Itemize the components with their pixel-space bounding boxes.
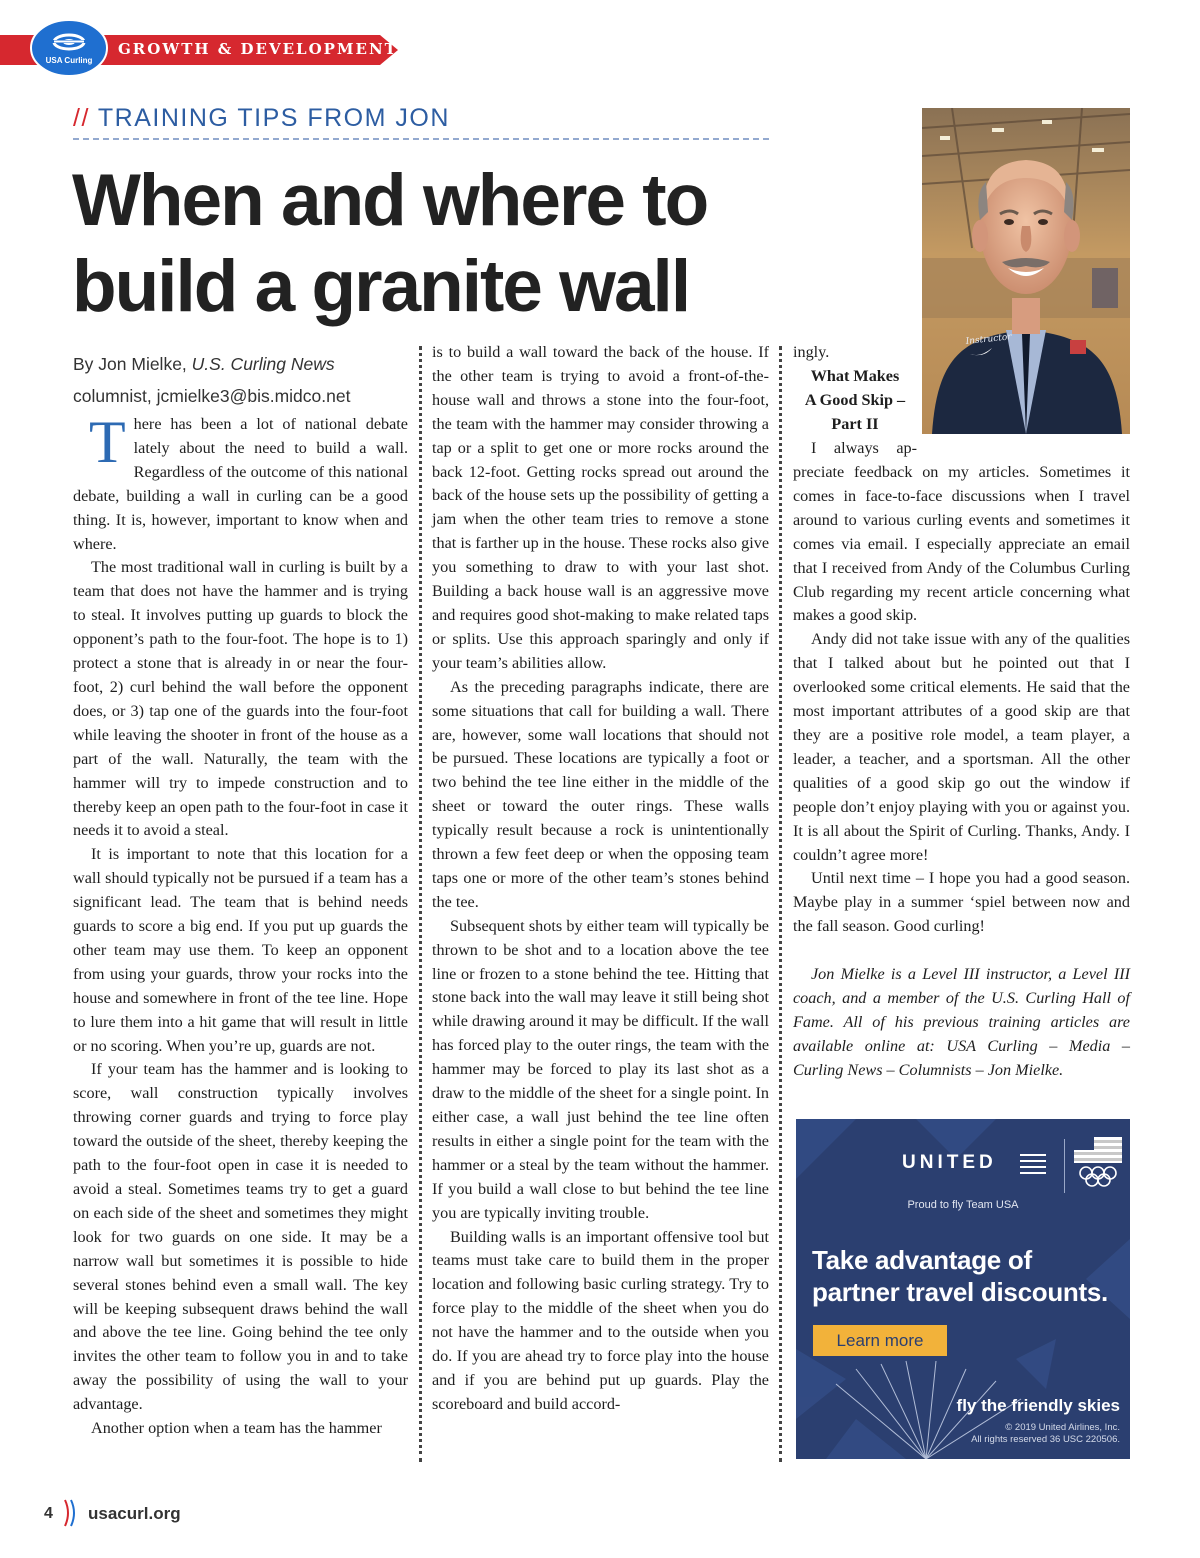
paragraph: Subsequent shots by either team will typically be thrown to be shot and to a location above the tee line or frozen to a stone behind the tee. Hitting that stone back into the wall may leave it still being shot while drawing around it may be difficult. If the wall has forced play to the outer rings, the team with the hammer may be forced to play its last shot as a draw to the middle of the sheet for a single point. In either case, a wall just behind the tee line often results in either a single point for the team with the hammer or a steal by the team without the hammer. If you build a wall close to but behind the tee line you are typically inviting trouble. [432, 916, 769, 1222]
author-photo [922, 108, 1130, 434]
column-divider [419, 346, 422, 1462]
ad-headline [812, 1244, 1122, 1308]
subhead-line: A Good Skip – [804, 390, 906, 409]
paragraph: Another option when a team has the hammer [91, 1419, 382, 1438]
section-label: GROWTH & DEVELOPMENT [118, 40, 398, 58]
ad-slogan: fly the friendly skies [956, 1396, 1120, 1415]
page-number: 4 [44, 1505, 53, 1522]
paragraph-text: here has been a lot of national debate lately about the need to build a wall. Regardless of the outcome of this national debate, building a wall in curling can be a good thing. It is, however, important to know when and where. [73, 415, 408, 553]
paragraph-continuation: ingly. [793, 343, 830, 361]
ad-divider [1064, 1139, 1065, 1193]
ad-copyright [920, 1422, 1120, 1446]
ad-headline-line: Take advantage of [812, 1245, 1032, 1275]
byline [73, 348, 413, 412]
column-2 [432, 341, 769, 1417]
drop-cap: T [89, 409, 126, 475]
ad-copyright-line: © 2019 United Airlines, Inc. [1005, 1422, 1120, 1433]
united-globe-icon [1018, 1151, 1048, 1175]
paragraph: preciate feedback on my articles. Sometimes it comes in face-to-face discussions when I travel around to various curling events and sometimes it comes via email. I especially appreciate an email that I received from Andy of the Columbus Curling Club regarding my recent article concerning what makes a good skip. [793, 463, 1130, 625]
column-1 [73, 409, 408, 1441]
subhead [793, 365, 917, 437]
paragraph: Until next time – I hope you had a good season. Maybe play in a summer ‘spiel between now and the fall season. Good curling! [793, 869, 1130, 936]
byline-prefix: By Jon Mielke, [73, 354, 192, 374]
paragraph: Andy did not take issue with any of the qualities that I talked about but he pointed out that I overlooked some critical elements. He said that the most important attributes of a good skip are that they are a positive role model, a team player, a leader, a teacher, and a sportsman. All the other qualities of a good skip go out the window if people don’t enjoy playing with you or against you. It is all about the Spirit of Curling. Thanks, Andy. I couldn’t agree more! [793, 630, 1130, 864]
paragraph: is to build a wall toward the back of the house. If the other team is trying to avoid a front-of-the-house wall and throws a stone into the four-foot, the team with the hammer may consider throwing a tap or a split to get one or more rocks around the back 12-foot. Getting rocks spread out around the back of the house sets up the possibility of getting a jam when the other team tries to remove a stone that is farther up in the house. These rocks also give you something to draw to with your last shot. Building a back house wall is an aggressive move and requires good shot-making to make related taps or splits. Use this approach sparingly and only if your team’s abilities allow. [432, 343, 769, 672]
paragraph: Building walls is an important offensive tool but teams must take care to build them in the proper location and following basic curling strategy. Try to force play to the middle of the sheet when you do not have the hammer and to the outside when you do. If you are ahead try to force play into the house and if you are behind put up guards. Play the scoreboard and build accord- [432, 1227, 769, 1413]
title-line-2: build a granite wall [72, 246, 690, 327]
column-divider [779, 346, 782, 1462]
paragraph: If your team has the hammer and is looking to score, wall construction typically involves throwing corner guards and trying to force play toward the outside of the sheet, thereby keeping the path to the four-foot open in case it is needed to avoid a steal. Sometimes teams try to get a guard on each side of the sheet and sometimes they might look for two guards on one side. It may be a narrow wall but sometimes it is possible to hide several stones behind even a small wall. The key will be keeping subsequent draws behind the wall and above the tee line. Going behind the tee only invites the other team to follow you in and to take away the possibility of using the wall to your advantage. [73, 1060, 408, 1414]
kicker-rule [73, 138, 769, 140]
column-3-top [793, 341, 917, 461]
ad-headline-line: partner travel discounts. [812, 1277, 1108, 1307]
article-title [72, 158, 792, 330]
logo-text: USA Curling [45, 56, 93, 65]
ad-copyright-line: All rights reserved 36 USC 220506. [971, 1434, 1120, 1445]
footer-url[interactable]: usacurl.org [88, 1504, 181, 1523]
jacket-text: Instructor [965, 332, 1013, 347]
kicker-text: TRAINING TIPS FROM JON [97, 104, 450, 132]
subhead-line: What Makes [810, 366, 900, 385]
column-3 [793, 461, 1130, 1083]
byline-contact[interactable]: columnist, jcmielke3@bis.midco.net [73, 386, 351, 406]
united-ad[interactable] [796, 1119, 1130, 1459]
subhead-line: Part II [831, 414, 879, 433]
paragraph [73, 409, 408, 556]
learn-more-button[interactable]: Learn more [813, 1325, 947, 1356]
team-usa-flag-rings-icon [1074, 1137, 1122, 1189]
united-wordmark: UNITED [902, 1152, 997, 1173]
paragraph-start: I always ap- [811, 438, 917, 457]
byline-publication: U.S. Curling News [191, 354, 335, 374]
article-kicker [73, 104, 450, 133]
kicker-slashes: // [73, 104, 90, 132]
paragraph: The most traditional wall in curling is built by a team that does not have the hammer and is trying to steal. It involves putting up guards to block the opponent’s path to the four-foot. The hope is to 1) protect a stone that is already in or near the four-foot, 2) curl behind the wall before the opponent does, or 3) tap one of the guards into the four-foot while leaving the shooter in front of the house as a part of the wall. Naturally, the team with the hammer will try to impede construction and to thereby keep an open path to the four-foot in case it needs it to avoid a steal. [73, 558, 408, 840]
paragraph: As the preceding paragraphs indicate, there are some situations that call for building a wall. There are, however, some wall locations that should not be pursued. These locations are typically a foot or two behind the tee line either in the middle of the sheet or toward the outer rings. These walls typically result because a rock is unintentionally thrown a few feet deep or when the opposing team taps one or more of the other team’s stones behind the tee. [432, 677, 769, 911]
ad-tagline: Proud to fly Team USA [907, 1199, 1019, 1211]
footer-brackets-icon [62, 1498, 78, 1528]
author-bio: Jon Mielke is a Level III instructor, a Level III coach, and a member of the U.S. Curling Hall of Fame. All of his previous training articles are available online at: USA Curling – Media – Curling News – Columnists – Jon Mielke. [793, 965, 1130, 1079]
usa-curling-logo[interactable] [30, 19, 108, 77]
paragraph: It is important to note that this location for a wall should typically not be pursued if a team has a significant lead. The team that is behind needs guards to score a big end. If you put up guards the other team may use them. To keep an opponent from using your guards, throw your rocks into the house and somewhere in front of the tee line. Hope to lure them into a hit game that will result in little or no scoring. When you’re up, guards are not. [73, 845, 408, 1055]
title-line-1: When and where to [72, 160, 708, 241]
